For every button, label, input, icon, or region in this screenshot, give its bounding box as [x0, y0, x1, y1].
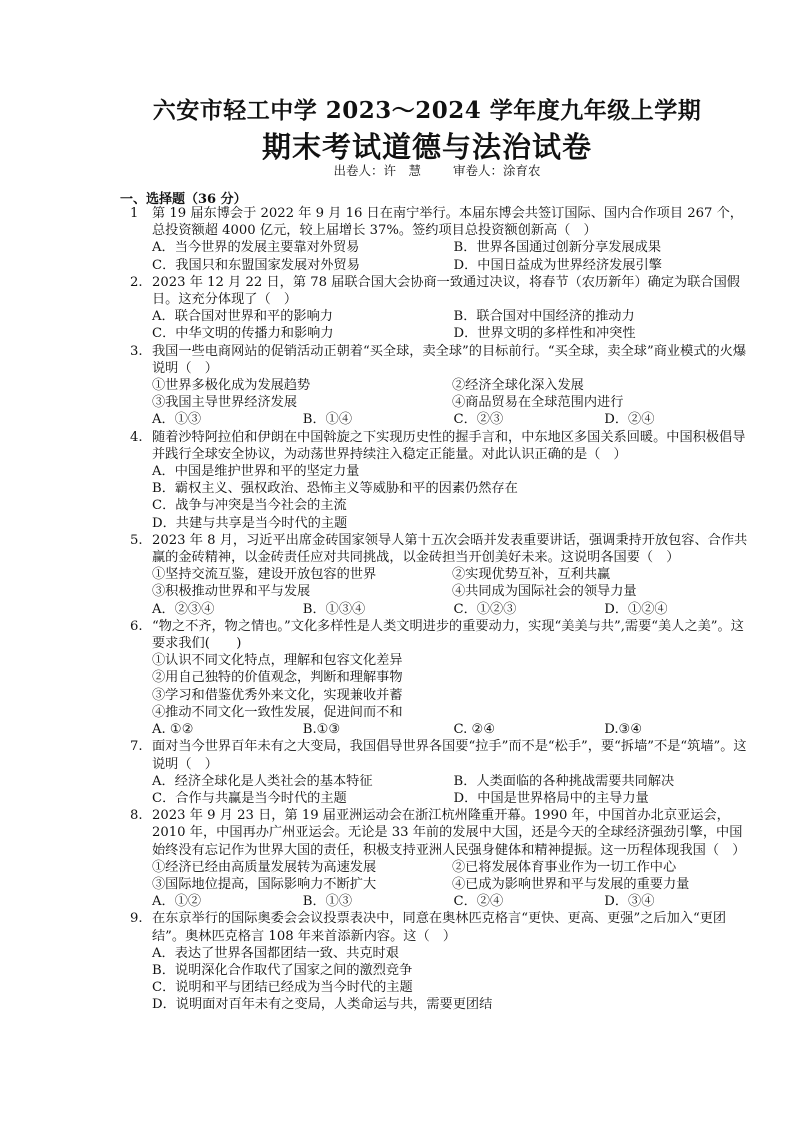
option-b: B．人类面临的各种挑战需要共同解决: [453, 773, 675, 789]
choice-3: ③学习和借鉴优秀外来文化，实现兼收并蓄: [152, 687, 403, 703]
question-number: 9.: [130, 911, 143, 927]
question-stem: 面对当今世界百年未有之大变局，我国倡导世界各国要“拉手”而不是“松手”，要“拆墙”不是“筑墙”。这说明（ ）: [152, 739, 747, 772]
option-d: D．③④: [604, 894, 655, 910]
question-stem: 我国一些电商网站的促销活动正朝着“买全球，卖全球”的目标前行。“买全球，卖全球”商业模式的火爆说明（ ）: [152, 343, 747, 376]
option-row: [152, 721, 755, 738]
choice-2: ②用自己独特的价值观念，判断和理解事物: [152, 670, 403, 686]
choice-4: ④商品贸易在全球范围内进行: [452, 395, 624, 411]
question-stem: 2023 年 8 月，习近平出席金砖国家领导人第十五次会晤并发表重要讲话，强调秉持开放包容、合作共赢的金砖精神，以金砖责任应对共同挑战，以金砖担当开创美好未来。这说明各国要（ ）: [152, 532, 748, 566]
option-row: [152, 411, 755, 428]
option-d: D．中国日益成为世界经济发展引擎: [453, 257, 662, 273]
question-stem: “物之不齐，物之情也。”文化多样性是人类文明进步的重要动力，实现“美美与共”,需要“美人之美”。这要求我们( ): [152, 618, 744, 652]
option-row: [152, 773, 755, 790]
question-number: 2.: [130, 274, 143, 290]
choice-4: ④推动不同文化一致性发展，促进间而不和: [152, 704, 403, 720]
choice-3: ③我国主导世界经济发展: [152, 395, 298, 411]
question-number: 6.: [130, 618, 143, 634]
choice-1: ①世界多极化成为发展趋势: [152, 378, 311, 394]
question-3: [130, 343, 755, 429]
question-7: [130, 738, 755, 807]
choice-3: ③积极推动世界和平与发展: [152, 584, 311, 600]
option-c: C．②④: [453, 894, 504, 910]
question-stem: 随着沙特阿拉伯和伊朗在中国斡旋之下实现历史性的握手言和，中东地区多国关系回暖。中国积极倡导并践行全球安全协议，为动荡世界持续注入稳定正能量。对此认识正确的是（ ）: [152, 429, 746, 462]
option-b: B.①③: [302, 722, 341, 738]
option-a: A．联合国对世界和平的影响力: [152, 309, 333, 325]
question-number: 5.: [130, 532, 143, 548]
option-row: [152, 790, 755, 807]
option-row: [152, 257, 755, 274]
option-a: A．①③: [152, 412, 202, 428]
choice-2: ②经济全球化深入发展: [452, 378, 584, 394]
option-c: C．合作与共赢是当今时代的主题: [152, 790, 347, 806]
question-number: 4.: [130, 429, 143, 445]
option-c: C．②③: [453, 412, 504, 428]
option-a: A．中国是维护世界和平的坚定力量: [152, 464, 360, 480]
choice-1: ①经济已经由高质量发展转为高速发展: [152, 859, 377, 875]
author: 出卷人：许 慧: [333, 163, 421, 178]
choice-row: [152, 859, 755, 876]
question-stem: 2023 年 12 月 22 日，第 78 届联合国大会协商一致通过决议，将春节（农历新年）确定为联合国假日。这充分体现了（ ）: [152, 274, 740, 308]
choice-row: [152, 566, 755, 583]
option-b: B．世界各国通过创新分享发展成果: [453, 240, 662, 256]
option-b: B．①③④: [302, 601, 366, 617]
choice-3: ③国际地位提高，国际影响力不断扩大: [152, 876, 377, 892]
question-2: [130, 274, 755, 343]
option-row: [152, 601, 755, 618]
option-row: [152, 325, 755, 342]
question-5: [130, 532, 755, 618]
option-b: B．①④: [302, 412, 353, 428]
question-stem: 2023 年 9 月 23 日，第 19 届亚洲运动会在浙江杭州隆重开幕。1990 年，中国首办北京亚运会，2010 年，中国再办广州亚运会。无论是 33 年前的发展中大国，还是今天的全球经济强劲引擎，中国始终没有忘记作为世界大国的责任，积极支持亚洲人民强身健体和精神提振。这一历程体现我国（ ）: [152, 808, 746, 858]
reviewer: 审卷人：涂育农: [452, 163, 541, 178]
exam-authors: [0, 161, 794, 179]
question-9: [130, 910, 755, 1013]
choice-2: ②实现优势互补，互利共赢: [452, 567, 611, 583]
option-c: C．我国只和东盟国家发展对外贸易: [152, 257, 360, 273]
exam-title-line2: 期末考试道德与法治试卷: [261, 130, 592, 164]
choice-row: [152, 583, 755, 600]
option-d: D．①②④: [604, 601, 668, 617]
option-c: C．①②③: [453, 601, 517, 617]
question-4: [130, 429, 755, 532]
option-b: B．①③: [302, 894, 353, 910]
section-title: 一、选择题（36 分）: [120, 192, 247, 207]
choice-1: ①坚持交流互鉴，建设开放包容的世界: [152, 567, 377, 583]
question-number: 1: [130, 206, 139, 221]
choice-row: [152, 377, 755, 394]
choice-row: [152, 394, 755, 411]
question-8: [130, 807, 755, 910]
option-c: C．说明和平与团结已经成为当今时代的主题: [152, 980, 413, 996]
option-c: C. ②④: [453, 722, 496, 738]
option-d: D．②④: [604, 412, 655, 428]
question-stem: 在东京举行的国际奥委会会议投票表决中，同意在奥林匹克格言“更快、更高、更强”之后加入“更团结”。奥林匹克格言 108 年来首添新内容。这（ ）: [152, 911, 727, 944]
choice-4: ④共同成为国际社会的领导力量: [452, 584, 637, 600]
option-row: [152, 308, 755, 325]
option-d: D．共建与共享是当今时代的主题: [152, 515, 348, 531]
option-a: A．表达了世界各国都团结一致、共克时艰: [152, 945, 399, 961]
question-number: 8.: [130, 808, 143, 824]
choice-1: ①认识不同文化特点，理解和包容文化差异: [152, 653, 403, 669]
question-list: [130, 205, 755, 1014]
question-stem: 第 19 届东博会于 2022 年 9 月 16 日在南宁举行。本届东博会共签订国际、国内合作项目 267 个，总投资额超 4000 亿元，较上届增长 37%。签约项目总投资额创新高（ ）: [152, 206, 743, 239]
exam-title-line1: 六安市轻工中学 2023～2024 学年度九年级上学期: [152, 97, 702, 124]
option-c: C．战争与冲突是当今社会的主流: [152, 498, 347, 514]
option-b: B．联合国对中国经济的推动力: [453, 309, 635, 325]
option-b: B．说明深化合作取代了国家之间的激烈竞争: [152, 962, 413, 978]
question-number: 7.: [130, 739, 143, 755]
option-row: [152, 239, 755, 256]
option-a: A．②③④: [152, 601, 215, 617]
option-a: A. ①②: [152, 722, 194, 738]
question-number: 3.: [130, 343, 143, 359]
option-a: A．经济全球化是人类社会的基本特征: [152, 773, 373, 789]
choice-4: ④已成为影响世界和平与发展的重要力量: [452, 876, 690, 892]
option-d: D.③④: [604, 722, 643, 738]
option-row: [152, 893, 755, 910]
option-a: A．①②: [152, 894, 202, 910]
option-d: D．中国是世界格局中的主导力量: [453, 790, 649, 806]
question-6: [130, 618, 755, 738]
option-d: D．说明面对百年未有之变局，人类命运与共，需要更团结: [152, 997, 493, 1013]
option-b: B．霸权主义、强权政治、恐怖主义等威胁和平的因素仍然存在: [152, 481, 518, 497]
option-d: D．世界文明的多样性和冲突性: [453, 326, 636, 342]
choice-2: ②已将发展体育事业作为一切工作中心: [452, 859, 677, 875]
choice-row: [152, 876, 755, 893]
option-a: A．当今世界的发展主要靠对外贸易: [152, 240, 360, 256]
option-c: C．中华文明的传播力和影响力: [152, 326, 334, 342]
question-1: [130, 205, 755, 274]
